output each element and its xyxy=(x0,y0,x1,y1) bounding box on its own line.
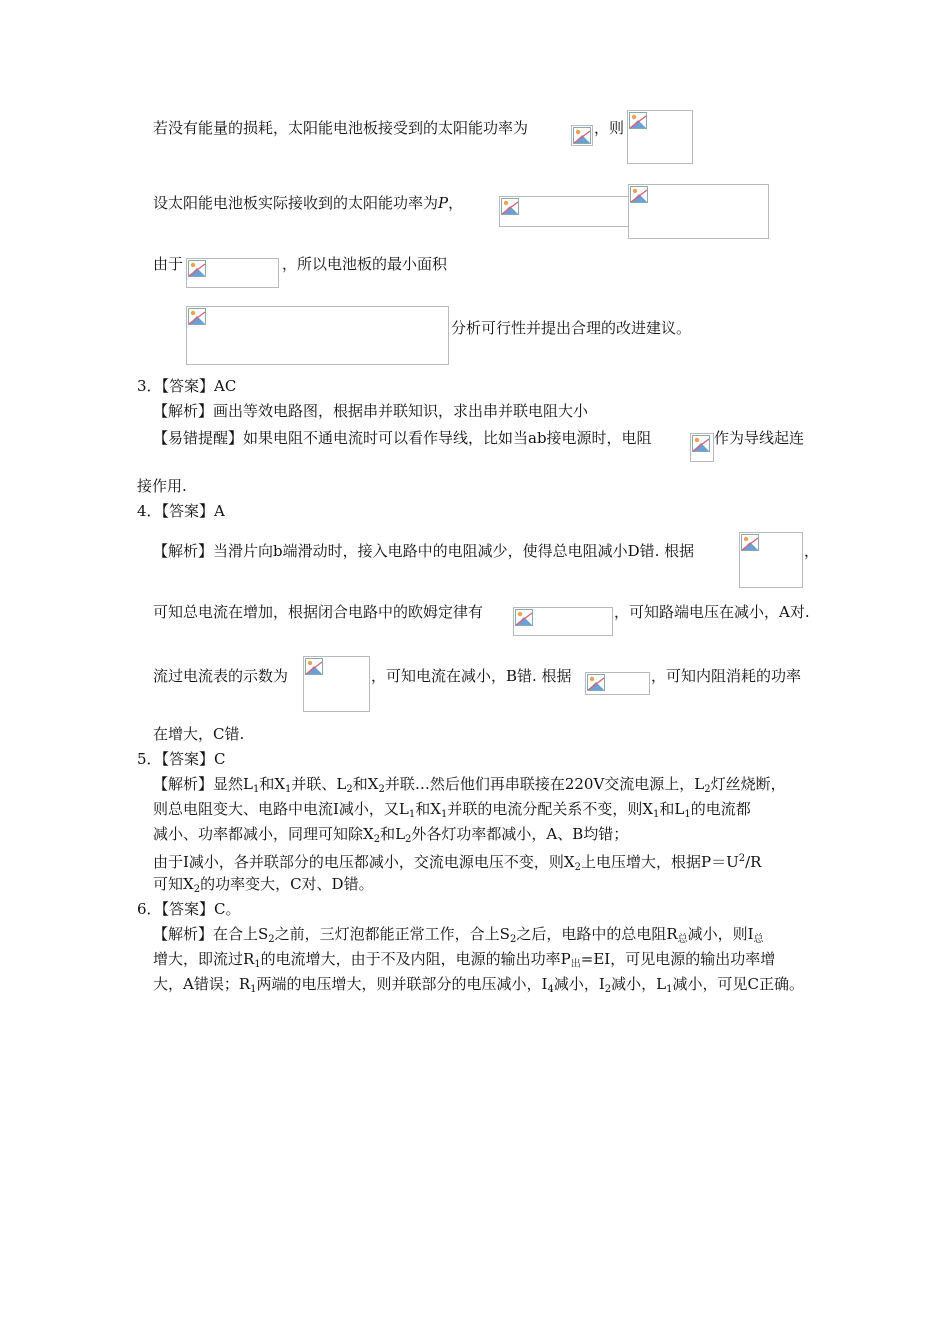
formula-image xyxy=(186,306,449,365)
q6-answer: 6．【答案】C。 xyxy=(137,900,241,918)
formula-image xyxy=(571,125,593,146)
q4-line3-end: ，可知内阻消耗的功率 xyxy=(651,667,802,685)
q4-line2-end: ，可知路端电压在减小，A对. xyxy=(614,603,810,621)
q5-line1: 【解析】显然$L_1$和$X_1$并联、$L_2$和$X_2$并联…然后他们再串联接在220V交流电源上，$L_2$灯丝烧断， xyxy=(153,775,786,795)
text-since: 由于 xyxy=(153,255,184,273)
q6-line1: 【解析】在合上$S_2$之前，三灯泡都能正常工作，合上$S_2$之后，电路中的总电阻$R_总$减小，则$I_总$ xyxy=(153,925,764,945)
q4-answer: 4．【答案】A xyxy=(137,502,225,520)
broken-image-icon xyxy=(501,198,519,215)
formula-image xyxy=(628,184,769,239)
q4-line1: 【解析】当滑片向b端滑动时，接入电路中的电阻减少，使得总电阻减小D错. 根据 xyxy=(153,542,695,560)
broken-image-icon xyxy=(629,112,647,129)
q3-analysis: 【解析】画出等效电路图，根据串并联知识，求出串并联电阻大小 xyxy=(153,402,589,420)
text-feasibility: 分析可行性并提出合理的改进建议。 xyxy=(451,319,692,337)
para-actual-power: 设太阳能电池板实际接收到的太阳能功率为P， xyxy=(153,194,464,212)
text-then: ，则 xyxy=(594,119,625,137)
q5-line5: 可知$X_2$的功率变大，C对、D错。 xyxy=(153,875,374,895)
q5-line3: 减小、功率都减小，同理可知除$X_2$和$L_2$外各灯功率都减小，A、B均错； xyxy=(153,825,629,845)
broken-image-icon xyxy=(188,260,206,277)
q4-line4: 在增大，C错. xyxy=(153,725,245,743)
text-min-area: ，所以电池板的最小面积 xyxy=(282,255,448,273)
formula-image xyxy=(627,110,693,164)
q5-line4: 由于I减小，各并联部分的电压都减小，交流电源电压不变，则$X_2$上电压增大，根据$P=U^2/R$ xyxy=(153,853,762,873)
formula-image xyxy=(186,258,279,288)
q3-tip-cont: 作为导线起连 xyxy=(714,429,805,447)
q3-tip: 【易错提醒】如果电阻不通电流时可以看作导线，比如当ab接电源时，电阻 xyxy=(153,429,652,447)
formula-image xyxy=(690,433,714,462)
formula-image xyxy=(303,656,370,712)
formula-image xyxy=(739,532,803,588)
formula-image xyxy=(585,672,650,695)
q3-answer: 3．【答案】AC xyxy=(137,377,237,395)
formula-image xyxy=(513,607,613,636)
q4-line3: 流过电流表的示数为 xyxy=(153,667,289,685)
para-solar-power: 若没有能量的损耗，太阳能电池板接受到的太阳能功率为 xyxy=(153,119,529,137)
q4-line3-mid: ，可知电流在减小，B错. 根据 xyxy=(371,667,572,685)
broken-image-icon xyxy=(587,674,605,691)
broken-image-icon xyxy=(305,658,323,675)
broken-image-icon xyxy=(515,609,533,626)
q6-line3: 大，A错误；$R_1$两端的电压增大，则并联部分的电压减小，$I_4$减小，$I_2$减小，$L_1$减小，可见C正确。 xyxy=(153,975,804,995)
formula-image xyxy=(499,196,629,227)
broken-image-icon xyxy=(692,435,710,452)
broken-image-icon xyxy=(573,127,591,144)
broken-image-icon xyxy=(188,308,206,325)
q5-line2: 则总电阻变大、电路中电流I减小，又$L_1$和$X_1$并联的电流分配关系不变，则$X_1$和$L_1$的电流都 xyxy=(153,800,751,820)
q4-line1-end: ， xyxy=(804,542,820,560)
q4-line2: 可知总电流在增加，根据闭合电路中的欧姆定律有 xyxy=(153,603,484,621)
broken-image-icon xyxy=(630,186,648,203)
broken-image-icon xyxy=(741,534,759,551)
q3-tip-end: 接作用. xyxy=(137,477,187,495)
q6-line2: 增大，即流过$R_1$的电流增大，由于不及内阻，电源的输出功率$P_出=EI$，可见电源的输出功率增 xyxy=(153,950,776,970)
q5-answer: 5．【答案】C xyxy=(137,750,226,768)
